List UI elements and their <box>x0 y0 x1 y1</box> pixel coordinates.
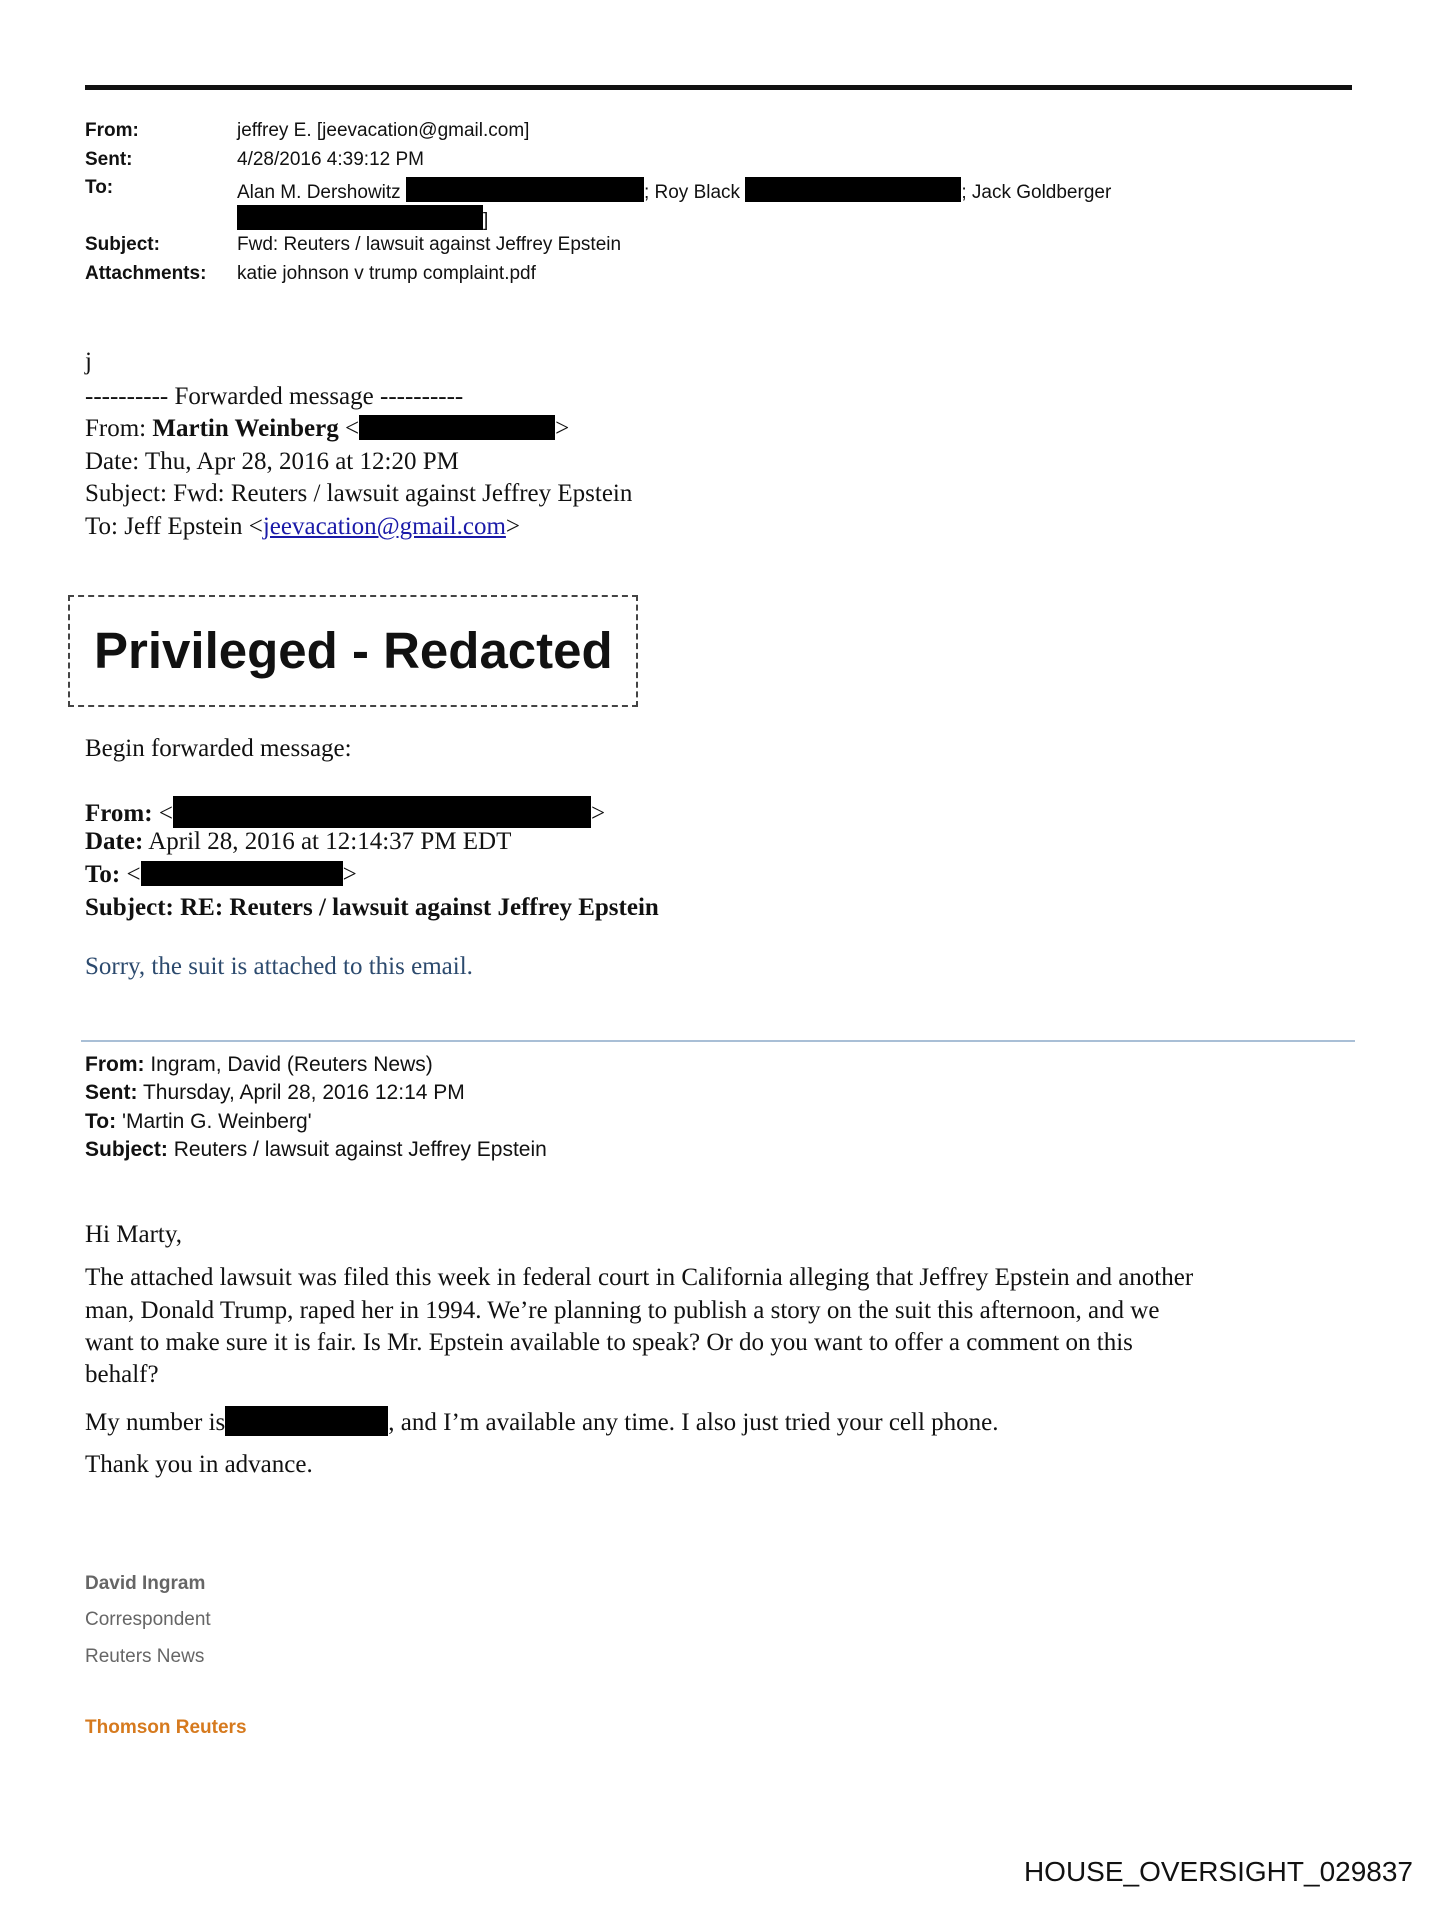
from-value: jeffrey E. [jeevacation@gmail.com] <box>237 120 530 141</box>
label: Subject: <box>85 1138 168 1161</box>
begin-forwarded-label: Begin forwarded message: <box>85 735 352 762</box>
begin-date <box>85 828 511 856</box>
top-rule <box>85 85 1352 90</box>
greeting: Hi Marty, <box>85 1221 182 1248</box>
begin-to <box>85 861 357 889</box>
number-line <box>85 1406 999 1437</box>
forward-to <box>85 513 520 541</box>
sig-title: Correspondent <box>85 1609 211 1630</box>
paragraph-line: The attached lawsuit was filed this week in federal court in California alleging that Jeffrey Epstein and another <box>85 1264 1194 1291</box>
email-link[interactable]: jeevacation@gmail.com <box>262 513 506 540</box>
redaction <box>173 796 591 828</box>
begin-from <box>85 796 605 828</box>
lt: < <box>344 415 360 442</box>
subject-label: Subject: <box>85 234 160 255</box>
forward-divider: ---------- Forwarded message ---------- <box>85 383 464 410</box>
label: Sent: <box>85 1081 138 1104</box>
to-recipient-3: ; Jack Goldberger <box>961 182 1112 203</box>
attachments-label: Attachments: <box>85 263 207 284</box>
redaction <box>141 861 343 886</box>
paragraph-line: want to make sure it is fair. Is Mr. Epstein available to speak? Or do you want to offer a comment on this <box>85 1329 1133 1356</box>
orig-sent <box>85 1081 465 1105</box>
reply-text: Sorry, the suit is attached to this email. <box>85 953 473 980</box>
to-continued <box>237 205 488 232</box>
body-initial: j <box>85 348 92 375</box>
redaction <box>225 1406 388 1436</box>
to-label: To: <box>85 861 121 888</box>
sent-label: Sent: <box>85 149 133 170</box>
gt: > <box>505 513 521 540</box>
from-label: From: <box>85 120 139 141</box>
lt: < <box>126 861 141 888</box>
sent-value: 4/28/2016 4:39:12 PM <box>237 149 424 170</box>
forward-from <box>85 415 569 443</box>
gt: > <box>555 415 570 442</box>
prefix: My number is <box>85 1409 226 1436</box>
forward-date: Date: Thu, Apr 28, 2016 at 12:20 PM <box>85 448 459 475</box>
to-recipient-1: Alan M. Dershowitz <box>237 182 401 203</box>
divider <box>81 1040 1355 1042</box>
redaction <box>237 205 483 230</box>
forward-subject: Subject: Fwd: Reuters / lawsuit against Jeffrey Epstein <box>85 480 633 507</box>
redaction <box>745 177 961 202</box>
label: To: <box>85 1110 117 1133</box>
to-recipient-2: ; Roy Black <box>643 182 741 203</box>
orig-subject <box>85 1138 547 1162</box>
to-prefix: To: Jeff Epstein < <box>85 513 263 540</box>
value: Thursday, April 28, 2016 12:14 PM <box>142 1081 465 1104</box>
lt: < <box>158 800 173 827</box>
thanks: Thank you in advance. <box>85 1451 313 1478</box>
date-label: Date: <box>85 828 144 855</box>
sig-company: Thomson Reuters <box>85 1717 247 1738</box>
attachment-link[interactable]: katie johnson v trump complaint.pdf <box>237 263 536 284</box>
date-value: April 28, 2016 at 12:14:37 PM EDT <box>148 828 512 855</box>
to-value <box>237 177 1111 204</box>
value: Ingram, David (Reuters News) <box>150 1053 433 1076</box>
suffix: , and I’m available any time. I also just tried your cell phone. <box>388 1409 999 1436</box>
value: 'Martin G. Weinberg' <box>121 1110 312 1133</box>
privileged-redacted-stamp <box>68 595 638 707</box>
bates-number: HOUSE_OVERSIGHT_029837 <box>1023 1856 1413 1887</box>
begin-subject: Subject: RE: Reuters / lawsuit against Jeffrey Epstein <box>85 894 659 921</box>
orig-from <box>85 1053 433 1077</box>
from-label: From: <box>85 800 153 827</box>
stamp-text: Privileged - Redacted <box>94 622 613 679</box>
redaction <box>359 415 555 440</box>
gt: > <box>590 800 606 827</box>
subject-value: Fwd: Reuters / lawsuit against Jeffrey Epstein <box>237 234 622 255</box>
from-name: Martin Weinberg <box>152 415 339 442</box>
redaction <box>406 177 644 202</box>
paragraph-line: behalf? <box>85 1361 159 1388</box>
label: From: <box>85 1053 145 1076</box>
value: Reuters / lawsuit against Jeffrey Epstein <box>173 1138 547 1161</box>
bracket: ] <box>483 210 489 231</box>
gt: > <box>342 861 357 888</box>
sig-org: Reuters News <box>85 1646 205 1667</box>
orig-to <box>85 1110 312 1134</box>
to-label: To: <box>85 177 114 198</box>
from-label: From: <box>85 415 147 442</box>
sig-name: David Ingram <box>85 1573 206 1594</box>
paragraph-line: man, Donald Trump, raped her in 1994. We’re planning to publish a story on the suit this afternoon, and we <box>85 1297 1160 1324</box>
